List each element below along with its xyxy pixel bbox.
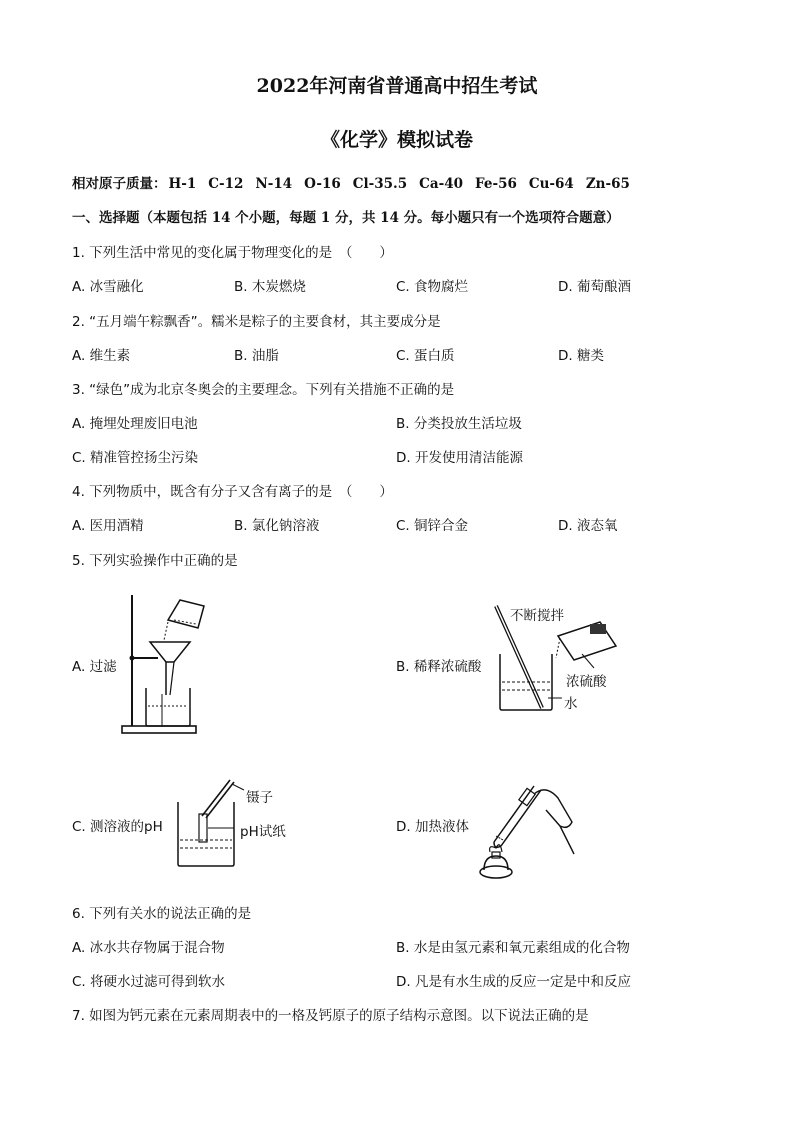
atomic-mass-line [72, 172, 642, 192]
question-option: A. 冰水共存物属于混合物 [72, 940, 225, 956]
question-option: C. 食物腐烂 [396, 279, 469, 295]
question-option: C. 铜锌合金 [396, 518, 469, 534]
question-option: C. 将硬水过滤可得到软水 [72, 974, 226, 990]
question-stem: 5. 下列实验操作中正确的是 [72, 553, 238, 569]
atomic-mass-item: Cl-35.5 [352, 176, 408, 192]
filtration-figure [118, 590, 228, 740]
question-stem: 3. “绿色”成为北京冬奥会的主要理念。下列有关措施不正确的是 [72, 382, 455, 398]
atomic-mass-item: Ca-40 [419, 176, 464, 192]
atomic-mass-label: 相对原子质量： [72, 176, 167, 192]
question-stem: 1. 下列生活中常见的变化属于物理变化的是 （ ） [72, 245, 393, 261]
question-stem: 2. “五月端午粽飘香”。糯米是粽子的主要食材，其主要成分是 [72, 314, 441, 330]
exam-subtitle: 《化学》模拟试卷 [320, 129, 473, 151]
question-option: B. 水是由氢元素和氧元素组成的化合物 [396, 940, 630, 956]
question-option: B. 氯化钠溶液 [234, 518, 320, 534]
atomic-mass-item: Cu-64 [528, 176, 574, 192]
question-option: D. 加热液体 [396, 819, 469, 835]
question-option: D. 开发使用清洁能源 [396, 450, 523, 466]
question-option: D. 凡是有水生成的反应一定是中和反应 [396, 974, 631, 990]
question-option: A. 医用酒精 [72, 518, 144, 534]
question-stem: 7. 如图为钙元素在元素周期表中的一格及钙原子的原子结构示意图。以下说法正确的是 [72, 1008, 589, 1024]
question-option: B. 分类投放生活垃圾 [396, 416, 522, 432]
atomic-mass-item: C-12 [208, 176, 244, 192]
question-option: A. 维生素 [72, 348, 131, 364]
heating-liquid-figure [476, 774, 586, 884]
tweezers-label: 镊子 [246, 790, 273, 806]
question-option: A. 掩埋处理废旧电池 [72, 416, 198, 432]
acid-label: 浓硫酸 [566, 674, 607, 690]
question-option: D. 葡萄酿酒 [558, 279, 631, 295]
question-option: C. 蛋白质 [396, 348, 455, 364]
question-option: C. 测溶液的pH [72, 819, 163, 835]
stir-label: 不断搅拌 [510, 608, 564, 624]
question-option: A. 冰雪融化 [72, 279, 144, 295]
exam-title: 2022年河南省普通高中招生考试 [256, 75, 538, 97]
atomic-mass-item: O-16 [304, 176, 341, 192]
question-option: B. 稀释浓硫酸 [396, 659, 482, 675]
atomic-mass-item: H-1 [168, 176, 197, 192]
question-stem: 6. 下列有关水的说法正确的是 [72, 906, 252, 922]
question-option: B. 木炭燃烧 [234, 279, 306, 295]
question-stem: 4. 下列物质中，既含有分子又含有离子的是 （ ） [72, 484, 393, 500]
question-option: C. 精准管控扬尘污染 [72, 450, 199, 466]
atomic-mass-item: N-14 [255, 176, 293, 192]
question-option: D. 液态氧 [558, 518, 618, 534]
question-option: B. 油脂 [234, 348, 279, 364]
section-heading: 一、选择题（本题包括 14 个小题，每题 1 分，共 14 分。每小题只有一个选项符合题意） [72, 210, 620, 226]
atomic-mass-item: Fe-56 [475, 176, 517, 192]
ph-paper-label: pH试纸 [240, 824, 286, 840]
question-option: D. 糖类 [558, 348, 604, 364]
atomic-mass-item: Zn-65 [585, 176, 630, 192]
question-option: A. 过滤 [72, 659, 117, 675]
water-label: 水 [564, 696, 578, 712]
